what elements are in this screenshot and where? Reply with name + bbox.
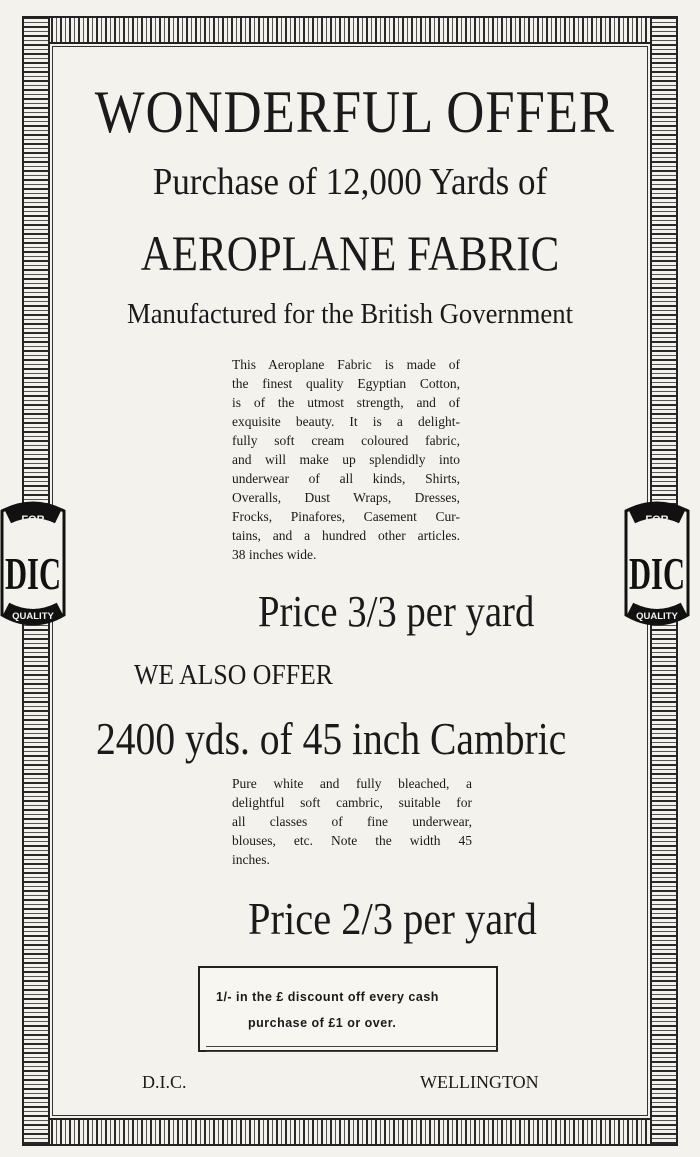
discount-line-2: purchase of £1 or over.: [248, 1016, 397, 1030]
svg-text:FOR: FOR: [21, 514, 45, 526]
cambric-title: 2400 yds. of 45 inch Cambric: [96, 713, 567, 764]
fabric-description-line: Overalls, Dust Wraps, Dresses,: [232, 490, 460, 505]
svg-text:QUALITY: QUALITY: [12, 611, 54, 622]
dic-badge-icon: [0, 497, 72, 637]
ornamental-border-bottom: [22, 1118, 678, 1146]
cambric-description-line: all classes of fine underwear,: [232, 814, 472, 829]
dic-badge-icon: [618, 497, 696, 637]
also-offer-heading: WE ALSO OFFER: [134, 660, 333, 691]
manufacturer-line: Manufactured for the British Government: [126, 298, 574, 330]
fabric-description-line: This Aeroplane Fabric is made of: [232, 357, 460, 372]
fabric-description-line: 38 inches wide.: [232, 547, 317, 562]
dic-quality-badge-right: [618, 497, 696, 637]
fabric-description-line: and will make up splendidly into: [232, 452, 460, 467]
product-name: AEROPLANE FABRIC: [140, 225, 560, 281]
subheadline: Purchase of 12,000 Yards of: [152, 161, 548, 203]
svg-text:QUALITY: QUALITY: [636, 611, 678, 622]
cambric-description: [232, 774, 472, 869]
svg-text:DIC: DIC: [5, 548, 61, 599]
fabric-description-line: underwear of all kinds, Shirts,: [232, 471, 460, 486]
cambric-description-line: Pure white and fully bleached, a: [232, 776, 472, 791]
cambric-price: Price 2/3 per yard: [248, 893, 537, 944]
store-location: WELLINGTON: [420, 1072, 539, 1092]
inner-frame: [52, 46, 648, 1116]
fabric-description-line: the finest quality Egyptian Cotton,: [232, 376, 460, 391]
cambric-description-line: delightful soft cambric, suitable for: [232, 795, 472, 810]
headline: WONDERFUL OFFER: [94, 79, 616, 145]
fabric-description: [232, 355, 460, 564]
ornamental-border-top: [22, 16, 678, 44]
dic-quality-badge-left: [0, 497, 72, 637]
cambric-description-line: blouses, etc. Note the width 45: [232, 833, 472, 848]
discount-line-1: 1/- in the £ discount off every cash: [216, 990, 439, 1004]
fabric-price: Price 3/3 per yard: [258, 587, 535, 636]
store-name: D.I.C.: [142, 1072, 187, 1092]
fabric-description-line: is of the utmost strength, and of: [232, 395, 460, 410]
svg-text:FOR: FOR: [645, 514, 669, 526]
fabric-description-line: Frocks, Pinafores, Casement Cur-: [232, 509, 460, 524]
svg-text:DIC: DIC: [629, 548, 685, 599]
cambric-description-line: inches.: [232, 852, 270, 867]
fabric-description-line: exquisite beauty. It is a delight-: [232, 414, 460, 429]
fabric-description-line: tains, and a hundred other articles.: [232, 528, 460, 543]
fabric-description-line: fully soft cream coloured fabric,: [232, 433, 460, 448]
discount-box: [198, 966, 498, 1052]
